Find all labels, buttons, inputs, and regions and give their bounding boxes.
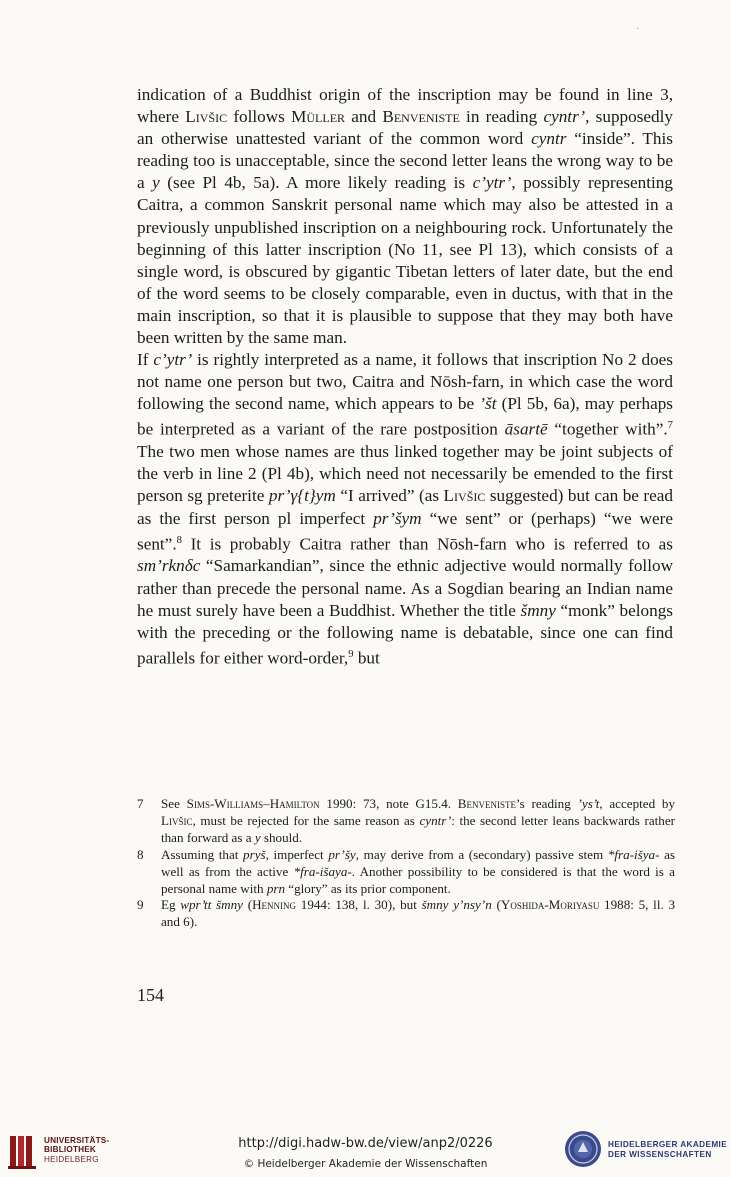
footnote-number: 8 [137,846,144,862]
italic-term: ’ys’t [577,796,600,811]
italic-term: c’ytr’ [472,173,512,193]
author-name: Müller [291,107,346,127]
author-name: Sims-Williams–Hamilton [186,796,320,811]
author-name: Benveniste [382,107,460,127]
academy-seal-icon[interactable] [564,1130,602,1168]
academy-line-2: DER WISSENSCHAFTEN [608,1150,712,1159]
paragraph-1: indication of a Buddhist origin of the inscription may be found in line 3, where Livšic follows Müller and Benveniste in reading cyntr’, supposedly an otherwise unattested variant of the common word cyntr “inside”. This reading too is unacceptable, since the second letter leans the wrong way to be a y (see Pl 4b, 5a). A more likely reading is c’ytr’, possibly representing Caitra, a common Sanskrit personal name which may also be attested in a previously unpublished inscription on a neighbouring rock. Unfortunately the beginning of this latter inscription (No 11, see Pl 13), which consists of a single word, is obscured by gigantic Tibetan letters of later date, but the end of the word seems to be closely comparable, even in ductus, with that in the main inscription, so that it is plausible to suppose that they may both have been written by the same man. [137,85,673,348]
italic-term: pr’šym [373,508,422,528]
italic-term: y [254,829,261,845]
footnote-text: Assuming that pryš, imperfect pr’šy, may derive from a (secondary) passive stem *fra-išya- as well as from the active *fra-išaya-. Another possibility to be considered is that the word is a personal name with prn “glory” as its prior component. [161,846,676,896]
permalink-url[interactable]: http://digi.hadw-bw.de/view/anp2/0226 [238,1136,493,1151]
italic-term: pr’šy [328,846,356,862]
italic-term: prn [266,880,286,896]
italic-term: cyntr [531,129,567,149]
footnote-ref: 7 [667,420,673,432]
italic-term: pr’γ{t}ym [268,486,336,506]
ub-line-1: UNIVERSITÄTS- [44,1136,110,1145]
italic-term: sm’rknδc [137,556,201,576]
italic-term: c’ytr’ [153,350,193,370]
author-name: Benveniste [457,796,517,811]
italic-term: ’št [479,394,497,414]
italic-term: *fra-išaya- [293,863,352,879]
italic-term: *fra-išya- [607,846,660,862]
page-number: 154 [137,985,164,1005]
italic-term: šmny y’nsy’n [421,897,492,913]
footnote-number: 7 [137,796,144,811]
scan-mark: · [636,24,640,35]
academy-line-1: HEIDELBERGER AKADEMIE [608,1140,728,1149]
footnote-text: See Sims-Williams–Hamilton 1990: 73, note G15.4. Benveniste’s reading ’ys’t, accepted by Livšic, must be rejected for the same reason as cyntr’: the second letter leans backwards rather than forward as a y should. [161,796,675,845]
footnote-text: Eg wpr’tt šmny (Henning 1944: 138, l. 30), but šmny y’nsy’n (Yoshida-Moriyasu 1988: 5, ll. 3 and 6). [161,897,676,930]
footnote-ref: 9 [348,648,354,660]
footnote-number: 9 [137,897,144,913]
footnotes [137,796,675,931]
author-name: Livšic [185,107,228,127]
copyright-notice: © Heidelberger Akademie der Wissenschaften [243,1158,488,1170]
italic-term: cyntr’ [543,107,586,127]
italic-term: y [152,173,160,193]
paragraph-2: If c’ytr’ is rightly interpreted as a name, it follows that inscription No 2 does not name one person but two, Caitra and Nōsh-farn, in which case the word following the second name, which appears to be ’št (Pl 5b, 6a), may perhaps be interpreted as a variant of the rare postposition āsartē “together with”.$^7$ The two men whose names are thus linked together may be joint subjects of the verb in line 2 (Pl 4b), which need not necessarily be emended to the first person sg preterite pr’γ{t}ym “I arrived” (as Livšic suggested) but can be read as the first person pl imperfect pr’šym “we sent” or (perhaps) “we were sent”.$^8$ It is probably Caitra rather than Nōsh-farn who is referred to as sm’rknδc “Samarkandian”, since the ethnic adjective would normally follow rather than precede the personal name. As a Sogdian bearing an Indian name he must surely have been a Buddhist. Whether the title šmny “monk” belongs with the preceding or the following name is debatable, since one can find parallels for either word-order,$^9$ but [137,350,673,668]
author-name: Yoshida-Moriyasu [500,897,600,913]
footnote-ref: 8 [176,534,182,546]
ub-line-2: BIBLIOTHEK [44,1145,97,1155]
italic-term: āsartē [504,420,548,440]
footnote-9 [137,897,675,931]
viewer-footer [0,1128,731,1177]
italic-term: šmny [520,600,556,620]
footnote-8 [137,847,675,898]
italic-term: wpr’tt šmny [180,897,243,913]
ub-line-3: HEIDELBERG [44,1154,99,1164]
footnote-7 [137,796,675,847]
academy-name [608,1140,727,1160]
italic-term: pryš [243,846,266,862]
italic-term: cyntr’ [419,812,452,828]
author-name: Livšic [443,486,486,506]
body-text [137,84,673,670]
author-name: Livšic [161,812,193,828]
author-name: Henning [252,897,297,913]
